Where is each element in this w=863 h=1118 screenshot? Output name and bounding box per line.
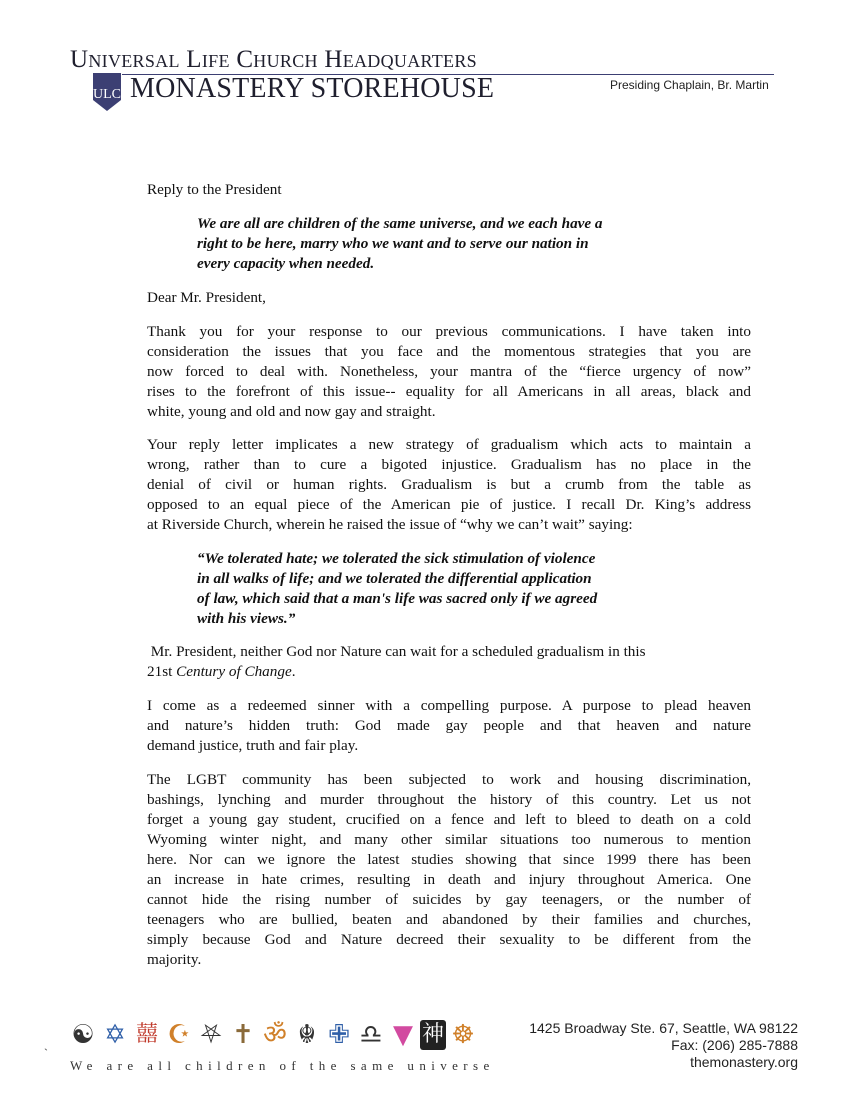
paragraph-line: consideration the issues that you face and the momentous strategies that you are <box>147 343 751 360</box>
paragraph-line: cannot hide the rising number of suicides by gay teenagers, or the number of <box>147 891 751 908</box>
fax-number: Fax: (206) 285-7888 <box>671 1037 798 1053</box>
paragraph-line: denial of civil or human rights. Gradualism is but a crumb from the table as <box>147 476 751 493</box>
star-crescent-icon: ☪ <box>167 1020 191 1050</box>
paragraph-5 <box>147 770 751 970</box>
paragraph-line: Mr. President, neither God nor Nature can wait for a scheduled gradualism in this <box>147 643 646 660</box>
quote-line: in all walks of life; and we tolerated the differential application <box>197 570 592 587</box>
epigraph-line: right to be here, marry who we want and to serve our nation in <box>197 235 589 252</box>
paragraph-line: wrong, rather than to cure a bigoted injustice. Gradualism has no place in the <box>147 456 751 473</box>
orthodox-cross-icon: ✙ <box>328 1020 350 1050</box>
paragraph-line: Thank you for your response to our previous communications. I have taken into <box>147 323 751 340</box>
paragraph-line: bashings, lynching and murder throughout the history of this country. Let us not <box>147 791 751 808</box>
century-of-change: Century of Change <box>176 663 292 680</box>
letterhead-subtitle: MONASTERY STOREHOUSE <box>130 73 495 104</box>
shinto-kanji-icon: 神 <box>420 1020 446 1050</box>
paragraph-line: demand justice, truth and fair play. <box>147 737 359 754</box>
religious-symbols-row <box>68 1018 478 1052</box>
street-address: 1425 Broadway Ste. 67, Seattle, WA 98122 <box>529 1020 798 1036</box>
libra-icon: ♎ <box>359 1020 383 1050</box>
motto: We are all children of the same universe <box>70 1058 495 1073</box>
star-of-david-icon: ✡ <box>104 1020 126 1050</box>
letterhead-title: Universal Life Church Headquarters <box>70 46 477 73</box>
latin-cross-icon: ✝ <box>232 1020 254 1050</box>
contact-block <box>529 1020 798 1071</box>
paragraph-4 <box>147 696 751 756</box>
paragraph-line: at Riverside Church, wherein he raised the issue of “why we can’t wait” saying: <box>147 516 633 533</box>
quote-line: of law, which said that a man's life was sacred only if we agreed <box>197 590 598 607</box>
paragraph-line: I come as a redeemed sinner with a compelling purpose. A purpose to plead heaven <box>147 697 751 714</box>
paragraph-line: simply because God and Nature decreed their sexuality to be different from the <box>147 931 751 948</box>
paragraph-line <box>147 662 751 682</box>
epigraph <box>197 214 603 274</box>
stray-mark: ` <box>44 1046 48 1060</box>
double-happiness-icon: 囍 <box>135 1022 158 1047</box>
paragraph-3 <box>147 642 751 682</box>
om-icon: ॐ <box>263 1020 287 1050</box>
ulc-logo-icon <box>92 72 122 112</box>
pentagram-icon: ⛧ <box>200 1020 222 1050</box>
paragraph-line: rises to the forefront of this issue-- equality for all Americans in all areas, black and <box>147 383 751 400</box>
pink-triangle-icon: ▼ <box>393 1020 413 1050</box>
yin-yang-icon: ☯ <box>71 1020 95 1050</box>
paragraph-line: teenagers who are bullied, beaten and abandoned by their families and churches, <box>147 911 751 928</box>
paragraph-line: here. Nor can we ignore the latest studies showing that since 1999 there has been <box>147 851 751 868</box>
dharma-wheel-icon: ☸ <box>451 1020 475 1050</box>
paragraph-line: Wyoming winter night, and many other similar situations too numerous to mention <box>147 831 751 848</box>
quote-line: “We tolerated hate; we tolerated the sick stimulation of violence <box>197 550 596 567</box>
logo-text: ULC <box>93 87 121 102</box>
website-link[interactable]: themonastery.org <box>690 1054 798 1070</box>
paragraph-line: opposed to an equal piece of the American pie of justice. I recall Dr. King’s address <box>147 496 751 513</box>
century-number: 21st <box>147 663 177 680</box>
period: . <box>291 663 296 680</box>
paragraph-line: majority. <box>147 951 202 968</box>
salutation: Dear Mr. President, <box>147 289 266 306</box>
paragraph-line: white, young and old and now gay and straight. <box>147 403 436 420</box>
khanda-icon: ☬ <box>297 1020 317 1050</box>
paragraph-line: Your reply letter implicates a new strategy of gradualism which acts to maintain a <box>147 436 751 453</box>
paragraph-line: The LGBT community has been subjected to work and housing discrimination, <box>147 771 751 788</box>
quote-line: with his views.” <box>197 610 296 627</box>
epigraph-line: every capacity when needed. <box>197 255 375 272</box>
epigraph-line: We are all are children of the same universe, and we each have a <box>197 215 603 232</box>
king-quote <box>197 549 597 629</box>
paragraph-line: forget a young gay student, crucified on a fence and left to bleed to death on a cold <box>147 811 751 828</box>
paragraph-line: an increase in hate crimes, resulting in death and injury throughout America. One <box>147 871 751 888</box>
paragraph-2 <box>147 435 751 535</box>
paragraph-line: and nature’s hidden truth: God made gay people and that heaven and nature <box>147 717 751 734</box>
letter-heading: Reply to the President <box>147 181 282 198</box>
paragraph-line: now forced to deal with. Nonetheless, your mantra of the “fierce urgency of now” <box>147 363 751 380</box>
paragraph-1 <box>147 322 751 422</box>
chaplain-name: Presiding Chaplain, Br. Martin <box>610 78 769 92</box>
